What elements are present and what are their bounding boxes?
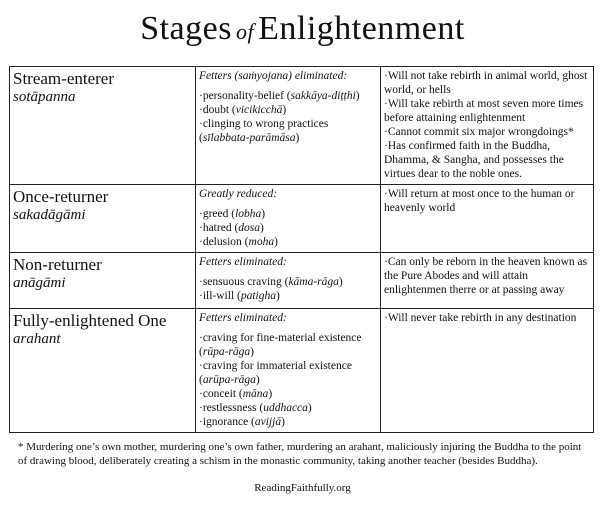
description-cell (381, 309, 594, 433)
fetter-item: ·conceit (māna) (199, 388, 273, 400)
stage-pali-name: sakadāgāmi (13, 207, 86, 223)
fetter-item: ·restlessness (uddhacca) (199, 402, 312, 414)
stage-name: Stream-enterer (13, 69, 114, 88)
description-item: ·Will never take rebirth in any destination (384, 312, 577, 324)
description-item: ·Cannot commit six major wrongdoings* (384, 126, 574, 138)
stage-name-cell (10, 185, 196, 253)
description-item: ·Will take rebirth at most seven more times before attaining enlightenment (384, 98, 584, 124)
stage-name-cell (10, 309, 196, 433)
fetters-heading: Fetters eliminated: (199, 256, 287, 268)
fetter-item: ·hatred (dosa) (199, 222, 264, 234)
description-item: ·Will not take rebirth in animal world, ghost world, or hells (384, 70, 588, 96)
title-of: of (235, 19, 255, 44)
stage-row-non-returner (10, 253, 594, 309)
fetter-item: ·personality-belief (sakkāya-diṭṭhi) (199, 90, 360, 102)
stages-table (9, 66, 594, 433)
stage-name-cell (10, 253, 196, 309)
stage-row-arahant (10, 309, 594, 433)
fetter-item: (rūpa-rāga) (199, 346, 254, 358)
description-item: ·Will return at most once to the human or heavenly world (384, 188, 575, 214)
stage-row-once-returner (10, 185, 594, 253)
fetter-item: ·doubt (vicikicchā) (199, 104, 287, 116)
fetter-item: ·craving for fine-material existence (199, 332, 362, 344)
stage-pali-name: arahant (13, 331, 61, 347)
description-item: ·Can only be reborn in the heaven known as the Pure Abodes and will attain enlightenmen therre or at passing away (384, 256, 588, 296)
stage-name: Non-returner (13, 255, 102, 274)
title-stages: Stages (140, 10, 232, 47)
fetter-item: (sīlabbata-parāmāsa) (199, 132, 300, 144)
description-cell (381, 67, 594, 185)
stage-name: Fully-enlightened One (13, 311, 167, 330)
fetters-cell (196, 67, 381, 185)
stage-pali-name: sotāpanna (13, 89, 76, 105)
fetter-item: ·delusion (moha) (199, 236, 278, 248)
fetter-item: ·sensuous craving (kāma-rāga) (199, 276, 343, 288)
fetter-item: ·greed (lobha) (199, 208, 266, 220)
title-enlightenment: Enlightenment (258, 10, 465, 47)
fetter-item: ·ignorance (avijjā) (199, 416, 285, 428)
fetters-cell (196, 185, 381, 253)
fetters-heading: Fetters (saṁyojana) eliminated: (199, 70, 348, 82)
stage-pali-name: anāgāmi (13, 275, 66, 291)
footer-website: ReadingFaithfully.org (254, 482, 351, 494)
fetters-heading: Fetters eliminated: (199, 312, 287, 324)
footnote: * Murdering one’s own mother, murdering one’s own father, murdering an arahant, maliciously injuring the Buddha to the point of drawing blood, deliberately creating a schism in the monastic community, taking another teacher (besides Buddha). (18, 441, 582, 467)
fetter-item: ·clinging to wrong practices (199, 118, 329, 130)
fetter-item: ·craving for immaterial existence (199, 360, 352, 372)
description-cell (381, 253, 594, 309)
stage-name-cell (10, 67, 196, 185)
fetters-cell (196, 253, 381, 309)
fetter-item: ·ill-will (patigha) (199, 290, 280, 302)
description-cell (381, 185, 594, 253)
fetters-cell (196, 309, 381, 433)
fetter-item: (arūpa-rāga) (199, 374, 260, 386)
stage-row-stream-enterer (10, 67, 594, 185)
fetters-heading: Greatly reduced: (199, 188, 278, 200)
stage-name: Once-returner (13, 187, 109, 206)
description-item: ·Has confirmed faith in the Buddha, Dhamma, & Sangha, and possesses the virtues dear to the noble ones. (384, 140, 564, 180)
page-title (0, 10, 605, 48)
